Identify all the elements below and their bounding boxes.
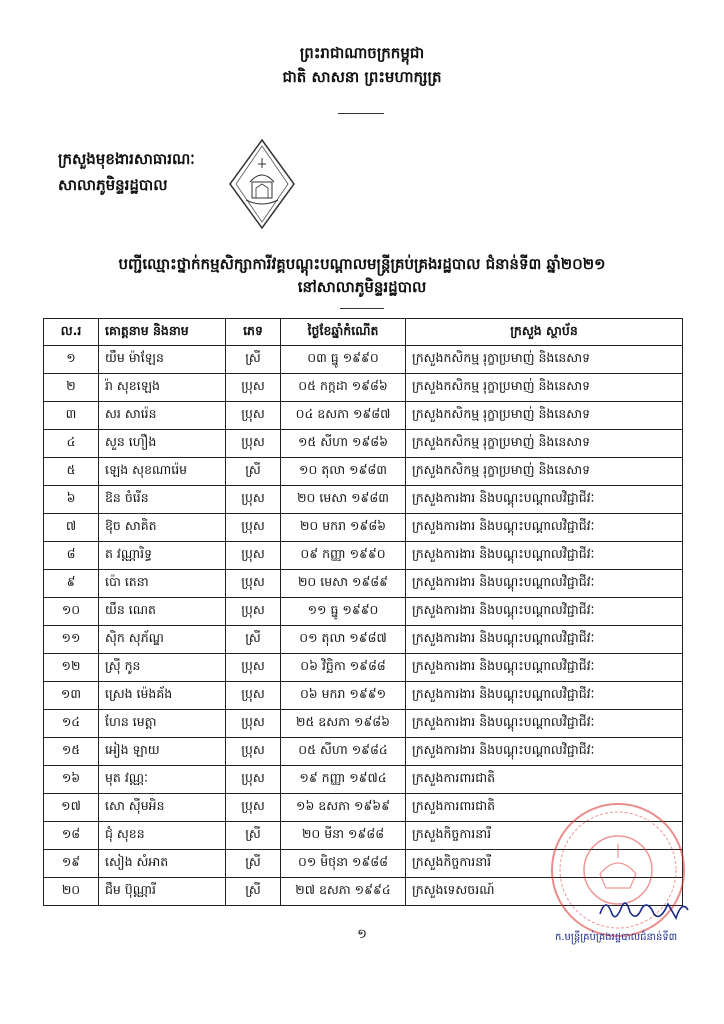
cell-dob: ០១ មិថុនា ១៩៨៨	[281, 850, 406, 878]
cell-dob: ២០ មេសា ១៩៨៩	[281, 570, 406, 598]
table-row	[44, 710, 683, 738]
national-motto: ជាតិ សាសនា ព្រះមហាក្សត្រ	[282, 68, 442, 86]
header-dob: ថ្ងៃខែឆ្នាំកំណើត	[281, 319, 406, 346]
cell-ministry: ក្រសួងការងារ និងបណ្តុះបណ្តាលវិជ្ជាជីវៈ	[406, 654, 683, 682]
header-divider	[338, 113, 384, 114]
cell-sex: ប្រុស	[226, 514, 281, 542]
cell-ministry: ក្រសួងកសិកម្ម រុក្ខាប្រមាញ់ និងនេសាទ	[406, 374, 683, 402]
cell-no: ៨	[44, 542, 99, 570]
cell-no: ៧	[44, 514, 99, 542]
table-row	[44, 402, 683, 430]
cell-dob: ០៥ កក្កដា ១៩៨៦	[281, 374, 406, 402]
cell-name: ត វណ្ណារិទ្ធ	[99, 542, 226, 570]
cell-ministry: ក្រសួងកសិកម្ម រុក្ខាប្រមាញ់ និងនេសាទ	[406, 430, 683, 458]
cell-dob: ២០ មីនា ១៩៨៨	[281, 822, 406, 850]
cell-dob: ០១ តុលា ១៩៨៧	[281, 626, 406, 654]
table-row	[44, 514, 683, 542]
cell-name: ប៉ោ តេនា	[99, 570, 226, 598]
cell-no: ១២	[44, 654, 99, 682]
header-ministry: ក្រសួង ស្ថាប័ន	[406, 319, 683, 346]
cell-sex: ស្រី	[226, 346, 281, 374]
cell-sex: ស្រី	[226, 626, 281, 654]
signature-icon	[596, 892, 692, 926]
cell-no: ១	[44, 346, 99, 374]
table-row	[44, 542, 683, 570]
cell-ministry: ក្រសួងការងារ និងបណ្តុះបណ្តាលវិជ្ជាជីវៈ	[406, 598, 683, 626]
table-row	[44, 654, 683, 682]
cell-dob: ០៦ មករា ១៩៩១	[281, 682, 406, 710]
cell-no: ១១	[44, 626, 99, 654]
cell-dob: ០៦ វិច្ឆិកា ១៩៨៨	[281, 654, 406, 682]
cell-ministry: ក្រសួងកិច្ចការនារី	[406, 822, 683, 850]
cell-sex: ស្រី	[226, 878, 281, 906]
cell-ministry: ក្រសួងការងារ និងបណ្តុះបណ្តាលវិជ្ជាជីវៈ	[406, 514, 683, 542]
cell-sex: ប្រុស	[226, 794, 281, 822]
table-header-row	[44, 319, 683, 346]
table-row	[44, 738, 683, 766]
cell-name: សៀង សំអាត	[99, 850, 226, 878]
document-title: បញ្ជីឈ្មោះថ្នាក់កម្មសិក្សាការីវគ្គបណ្តុះបណ្តាលមន្ត្រីគ្រប់គ្រងរដ្ឋបាល ជំនាន់ទី៣ ឆ្នាំ២០២១	[118, 255, 606, 273]
cell-name: សោ ស៊ីមអិន	[99, 794, 226, 822]
cell-sex: ស្រី	[226, 458, 281, 486]
cell-name: យឹន ណេត	[99, 598, 226, 626]
cell-sex: ប្រុស	[226, 682, 281, 710]
cell-no: ១៦	[44, 766, 99, 794]
table-row	[44, 430, 683, 458]
table-row	[44, 682, 683, 710]
table-row	[44, 598, 683, 626]
cell-sex: ប្រុស	[226, 570, 281, 598]
cell-name: យឹម ម៉ាឡែន	[99, 346, 226, 374]
school-name: សាលាភូមិន្ទរដ្ឋបាល	[58, 176, 168, 194]
cell-sex: ប្រុស	[226, 738, 281, 766]
cell-ministry: ក្រសួងកសិកម្ម រុក្ខាប្រមាញ់ និងនេសាទ	[406, 346, 683, 374]
cell-name: រ៉ា សុខឡេង	[99, 374, 226, 402]
cell-no: ៤	[44, 430, 99, 458]
cell-no: ២	[44, 374, 99, 402]
cell-no: ៩	[44, 570, 99, 598]
school-emblem-icon	[228, 138, 296, 230]
cell-sex: ប្រុស	[226, 374, 281, 402]
cell-sex: ប្រុស	[226, 430, 281, 458]
cell-ministry: ក្រសួងកិច្ចការនារី	[406, 850, 683, 878]
cell-no: ៥	[44, 458, 99, 486]
cell-dob: ០៣ ធ្នូ ១៩៩០	[281, 346, 406, 374]
cell-dob: ១៩ កញ្ញា ១៩៧៤	[281, 766, 406, 794]
cell-no: ២០	[44, 878, 99, 906]
cell-ministry: ក្រសួងការងារ និងបណ្តុះបណ្តាលវិជ្ជាជីវៈ	[406, 542, 683, 570]
cell-name: ស៊ិក សុភ័ណ្ឌ	[99, 626, 226, 654]
cell-name: ឱន ចំរើន	[99, 486, 226, 514]
cell-name: ឱុច សាគិត	[99, 514, 226, 542]
cell-dob: ១៦ ឧសភា ១៩៦៩	[281, 794, 406, 822]
cell-no: ៦	[44, 486, 99, 514]
cell-dob: ១០ តុលា ១៩៨៣	[281, 458, 406, 486]
cell-no: ១៧	[44, 794, 99, 822]
cell-sex: ប្រុស	[226, 654, 281, 682]
cell-dob: ២៧ ឧសភា ១៩៩៤	[281, 878, 406, 906]
header-name: គោត្តនាម និងនាម	[99, 319, 226, 346]
document-subtitle: នៅសាលាភូមិន្ទរដ្ឋបាល	[297, 278, 427, 296]
cell-no: ៣	[44, 402, 99, 430]
cell-dob: ០៩ កញ្ញា ១៩៩០	[281, 542, 406, 570]
cell-sex: ស្រី	[226, 850, 281, 878]
cell-name: ជុំ សុខន	[99, 822, 226, 850]
cell-name: ស្រេង ម៉េងគ័ង	[99, 682, 226, 710]
cell-name: មុត វណ្ណៈ	[99, 766, 226, 794]
cell-sex: ប្រុស	[226, 402, 281, 430]
cell-dob: ១១ ធ្នូ ១៩៩០	[281, 598, 406, 626]
cell-ministry: ក្រសួងកសិកម្ម រុក្ខាប្រមាញ់ និងនេសាទ	[406, 458, 683, 486]
cell-sex: ប្រុស	[226, 598, 281, 626]
cell-name: ជឹម ប៊ុណ្ណារី	[99, 878, 226, 906]
cell-sex: ប្រុស	[226, 710, 281, 738]
cell-ministry: ក្រសួងការងារ និងបណ្តុះបណ្តាលវិជ្ជាជីវៈ	[406, 682, 683, 710]
cell-sex: ស្រី	[226, 822, 281, 850]
cell-name: ស្រ៊ី កូន	[99, 654, 226, 682]
cell-no: ១០	[44, 598, 99, 626]
cell-dob: ០៤ ឧសភា ១៩៨៧	[281, 402, 406, 430]
table-row	[44, 458, 683, 486]
cell-dob: ១៥ សីហា ១៩៨៦	[281, 430, 406, 458]
cell-name: អៀង ឡាយ	[99, 738, 226, 766]
cell-name: ឡេង សុខណារ៉េម	[99, 458, 226, 486]
cell-sex: ប្រុស	[226, 542, 281, 570]
cell-no: ១៤	[44, 710, 99, 738]
cell-no: ១៨	[44, 822, 99, 850]
cell-ministry: ក្រសួងការពារជាតិ	[406, 766, 683, 794]
table-row	[44, 626, 683, 654]
signer-caption: ក.មន្ត្រីគ្រប់គ្រងរដ្ឋបាលជំនាន់ទី៣	[555, 932, 678, 943]
ministry-name: ក្រសួងមុខងារសាធារណៈ	[58, 150, 195, 168]
cell-ministry: ក្រសួងការងារ និងបណ្តុះបណ្តាលវិជ្ជាជីវៈ	[406, 486, 683, 514]
cell-no: ១៩	[44, 850, 99, 878]
cell-ministry: ក្រសួងការពារជាតិ	[406, 794, 683, 822]
cell-ministry: ក្រសួងការងារ និងបណ្តុះបណ្តាលវិជ្ជាជីវៈ	[406, 738, 683, 766]
cell-name: សួន ហឿង	[99, 430, 226, 458]
table-row	[44, 346, 683, 374]
cell-ministry: ក្រសួងការងារ និងបណ្តុះបណ្តាលវិជ្ជាជីវៈ	[406, 710, 683, 738]
cell-dob: ២០ មេសា ១៩៨៣	[281, 486, 406, 514]
cell-ministry: ក្រសួងការងារ និងបណ្តុះបណ្តាលវិជ្ជាជីវៈ	[406, 626, 683, 654]
table-row	[44, 486, 683, 514]
cell-ministry: ក្រសួងទេសចរណ៍	[406, 878, 683, 906]
table-row	[44, 570, 683, 598]
cell-dob: ២៥ ឧសភា ១៩៨៦	[281, 710, 406, 738]
cell-no: ១៣	[44, 682, 99, 710]
cell-dob: ០៥ សីហា ១៩៨៤	[281, 738, 406, 766]
kingdom-heading: ព្រះរាជាណាចក្រកម្ពុជា	[299, 44, 425, 62]
header-sex: ភេទ	[226, 319, 281, 346]
header-no: ល.រ	[44, 319, 99, 346]
cell-name: ហែន មេត្តា	[99, 710, 226, 738]
title-divider	[340, 308, 384, 309]
cell-ministry: ក្រសួងកសិកម្ម រុក្ខាប្រមាញ់ និងនេសាទ	[406, 402, 683, 430]
cell-ministry: ក្រសួងការងារ និងបណ្តុះបណ្តាលវិជ្ជាជីវៈ	[406, 570, 683, 598]
cell-sex: ប្រុស	[226, 766, 281, 794]
cell-no: ១៥	[44, 738, 99, 766]
cell-name: សរ សារ៉េន	[99, 402, 226, 430]
page-number: ១	[357, 927, 367, 942]
table-row	[44, 374, 683, 402]
table-row	[44, 766, 683, 794]
cell-sex: ប្រុស	[226, 486, 281, 514]
cell-dob: ២០ មករា ១៩៨៦	[281, 514, 406, 542]
